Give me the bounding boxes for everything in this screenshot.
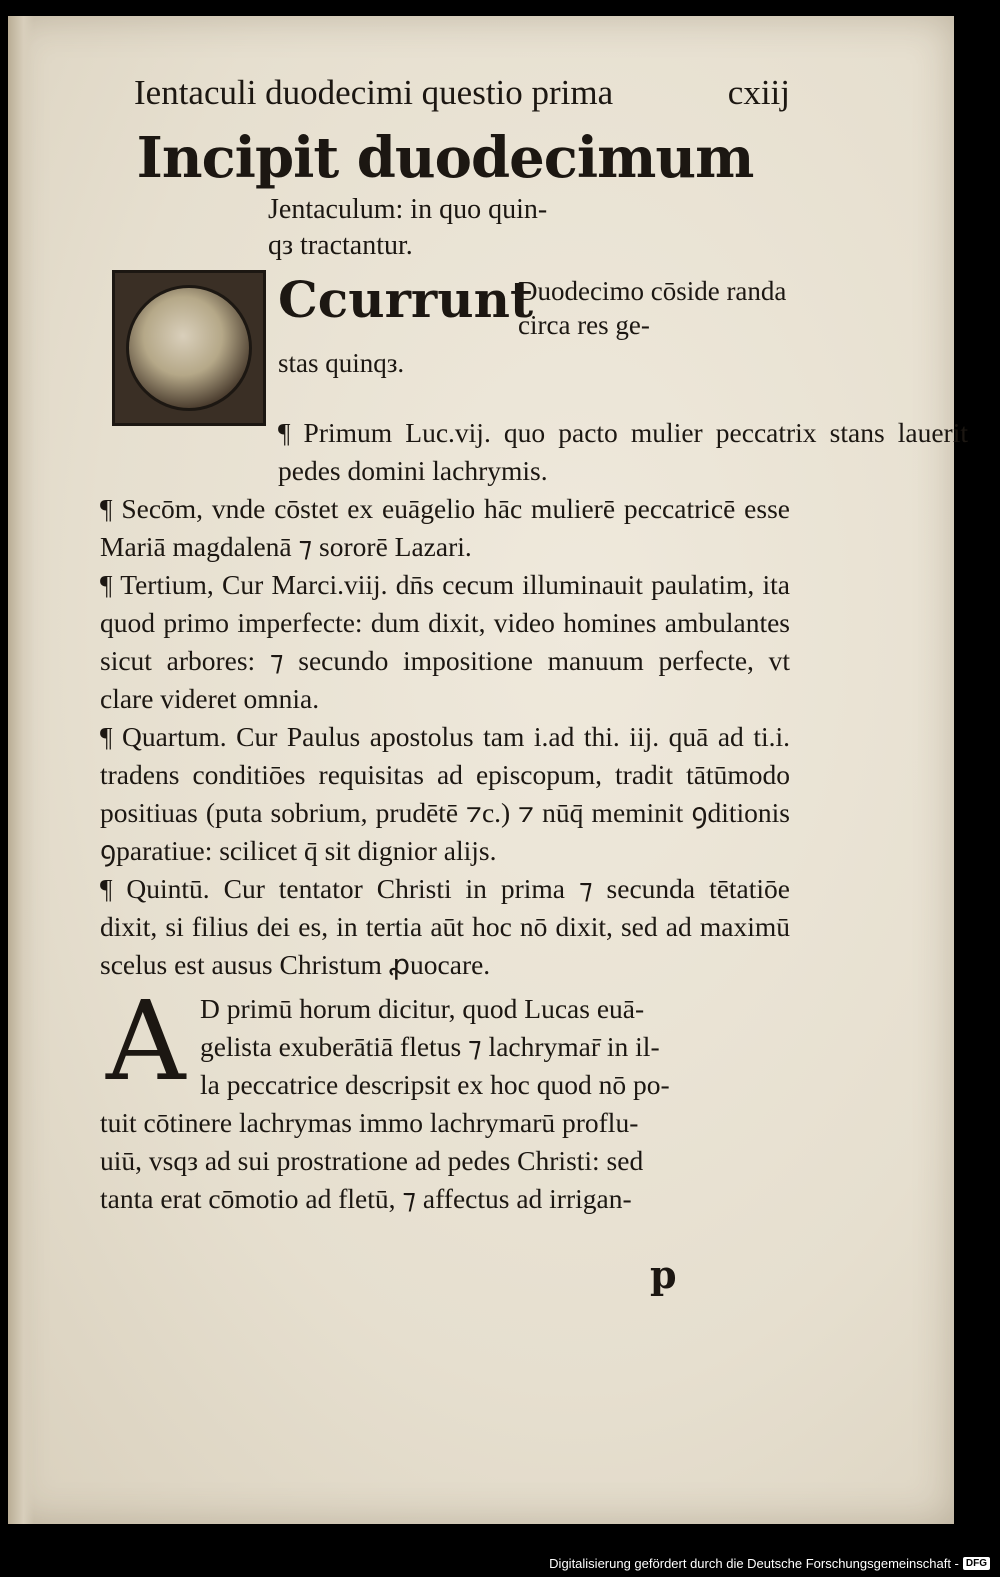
answer-text [100, 990, 790, 1218]
answer-line: la peccatrice descripsit ex hoc quod nō po- [200, 1069, 670, 1100]
opening-block [100, 270, 790, 456]
incipit-word: Ccurrunt [278, 270, 534, 329]
page-gutter-shadow [8, 16, 34, 1524]
paragraph-quartum: ¶ Quartum. Cur Paulus apostolus tam i.ad thi. iij. quā ad ti.i. tradens conditiōes requisitas ad episcopum, tradit tātūmodo positiuas (puta sobrium, prudētē ⁊c.) ⁊ nūq̄ meminit ꝯditionis ꝯparatiue: scilicet q̄ sit dignior alijs. [100, 721, 790, 866]
dfg-logo: DFG [963, 1557, 990, 1570]
paragraph-quintum: ¶ Quintū. Cur tentator Christi in prima ⁊ secunda tētatiōe dixit, si filius dei es, in tertia aūt hoc nō dixit, sed ad maximū scelus est ausus Christum ꝓuocare. [100, 873, 790, 980]
opening-tail: stas quinqз. [278, 348, 405, 378]
answer-line: gelista exuberātiā fletus ⁊ lachrymar̄ in il- [200, 1031, 660, 1062]
answer-line: tuit cōtinere lachrymas immo lachrymarū proflu- [100, 1107, 639, 1138]
paragraph-primum: ¶ Primum Luc.vij. quo pacto mulier peccatrix stans lauerit pedes domini lachrymis. [278, 417, 968, 486]
decorated-initial-o [112, 270, 266, 426]
paragraph-tertium: ¶ Tertium, Cur Marci.viij. dn̄s cecum illuminauit paulatim, ita quod primo imperfecte: dum dixit, video homines ambulantes sicut arbores: ⁊ secundo impositione manuum perfecte, vt clare videret omnia. [100, 569, 790, 714]
answer-initial: A [106, 977, 186, 1105]
paragraph-secundum: ¶ Secōm, vnde cōstet ex euāgelio hāc mulierē peccatricē esse Mariā magdalenā ⁊ sororē Lazari. [100, 493, 790, 562]
answer-line: D primū horum dicitur, quod Lucas euā- [200, 993, 645, 1024]
incipit-rest: Duodecimo cōside randa circa res ge- [518, 276, 787, 340]
answer-line: tanta erat cōmotio ad fletū, ⁊ affectus ad irrigan- [100, 1183, 632, 1214]
catchword: p [650, 1252, 677, 1297]
folio-number: cxiij [727, 73, 790, 112]
running-head [134, 68, 790, 118]
section-title: Incipit duodecimum [136, 125, 754, 191]
footer-credit: Digitalisierung gefördert durch die Deutsche Forschungsgemeinschaft - [549, 1556, 959, 1571]
text-block [100, 68, 968, 1218]
portrait-medallion-icon [126, 285, 252, 411]
digitization-footer [549, 1556, 990, 1571]
answer-block [100, 977, 790, 1218]
answer-line: uiū, vsqз ad sui prostratione ad pedes Christi: sed [100, 1145, 644, 1176]
book-page [8, 16, 968, 1524]
section-subtitle-line1: Jentaculum: in quo quin- [268, 194, 548, 225]
section-subtitle-line2: qз tractantur. [268, 230, 413, 261]
running-head-title: Ientaculi duodecimi questio prima [134, 73, 614, 112]
